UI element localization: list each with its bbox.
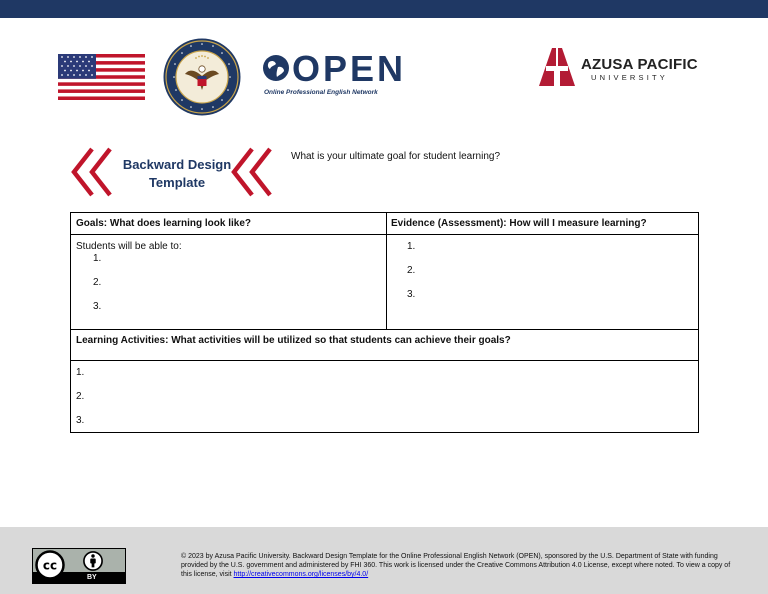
open-logo-subtitle: Online Professional English Network: [264, 89, 378, 96]
table-divider: [71, 360, 698, 361]
globe-icon: [262, 54, 290, 82]
list-item[interactable]: 3.: [407, 289, 416, 300]
creative-commons-icon: [35, 550, 65, 580]
top-banner-bar: [0, 0, 768, 18]
list-item[interactable]: 1.: [76, 367, 85, 378]
state-department-seal-icon: [163, 38, 241, 116]
backward-design-table: [70, 212, 699, 433]
attribution-person-icon: [83, 551, 103, 571]
table-divider: [71, 329, 698, 330]
cc-by-label: BY: [87, 574, 97, 581]
list-item[interactable]: 2.: [407, 265, 416, 276]
page-title: [117, 156, 237, 192]
evidence-header: Evidence (Assessment): How will I measure learning?: [391, 218, 647, 229]
apu-logo: [539, 48, 699, 88]
footer-license-text: [181, 552, 739, 579]
list-item[interactable]: 2.: [76, 391, 85, 402]
footer: [0, 527, 768, 594]
activities-header: Learning Activities: What activities will be utilized so that students can achieve their goals?: [76, 335, 511, 346]
open-logo: [262, 48, 407, 102]
evidence-list: [407, 241, 415, 313]
goals-header: Goals: What does learning look like?: [76, 218, 252, 229]
goals-intro: Students will be able to:: [76, 241, 182, 252]
list-item[interactable]: 3.: [93, 301, 102, 312]
page-title-line2: Template: [148, 175, 206, 190]
cc-by-badge[interactable]: [32, 548, 126, 584]
apu-tower-icon: [539, 48, 575, 86]
list-item[interactable]: 2.: [93, 277, 102, 288]
open-logo-word: OPEN: [292, 48, 407, 89]
table-divider: [71, 234, 698, 235]
chevron-left-icon: [230, 147, 286, 197]
goals-list: [93, 253, 101, 325]
license-link[interactable]: http://creativecommons.org/licenses/by/4.0/: [233, 571, 369, 578]
activities-list: [76, 367, 84, 439]
apu-logo-university: UNIVERSITY: [591, 73, 669, 82]
list-item[interactable]: 1.: [407, 241, 416, 252]
us-flag-icon: [58, 54, 145, 100]
page-title-line1: Backward Design: [122, 157, 232, 172]
table-divider: [386, 213, 387, 329]
footer-text: © 2023 by Azusa Pacific University. Backward Design Template for the Online Professional English Network (OPEN), sponsored by the U.S. Department of State with funding provided by the U.S. government and administered by FHI 360. This work is licensed under the Creative Commons Attribution 4.0 License, except where noted. To view a copy of this license, visit: [181, 553, 731, 578]
ultimate-goal-question: What is your ultimate goal for student learning?: [291, 151, 500, 162]
apu-logo-name: AZUSA PACIFIC: [581, 56, 698, 73]
list-item[interactable]: 1.: [93, 253, 102, 264]
list-item[interactable]: 3.: [76, 415, 85, 426]
svg-text:cc: cc: [42, 558, 58, 573]
